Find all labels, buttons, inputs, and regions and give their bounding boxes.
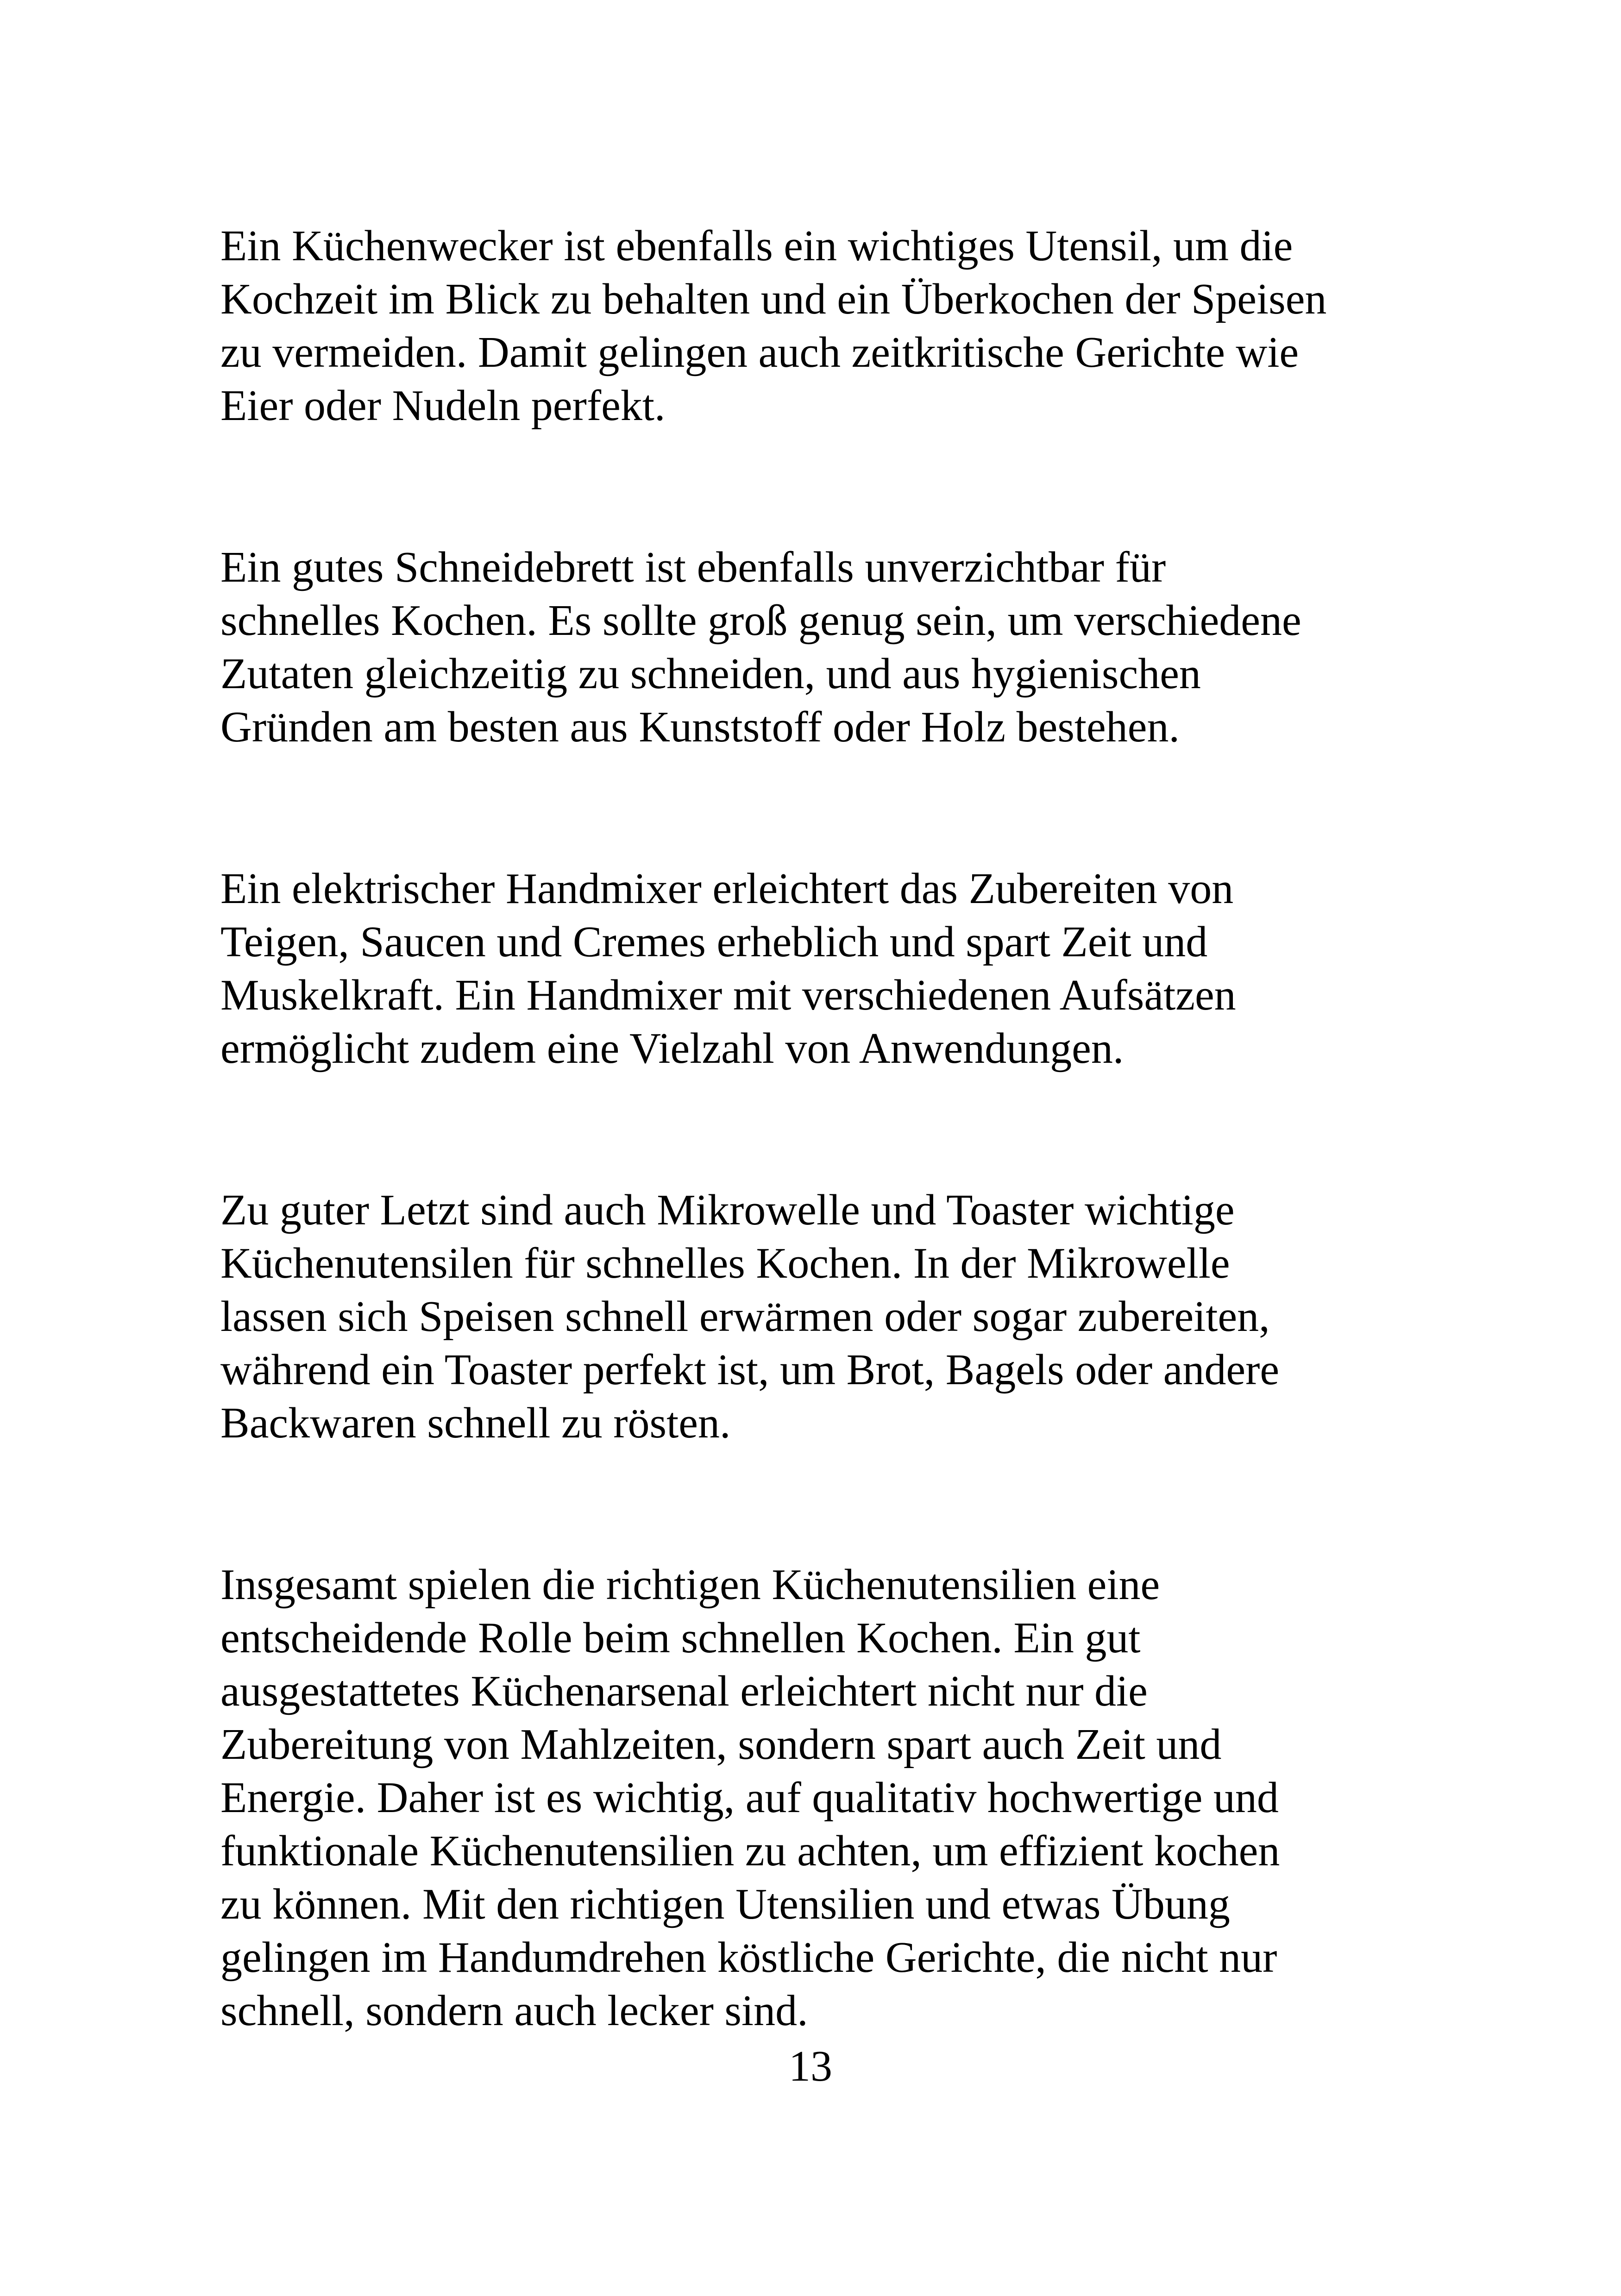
- paragraph-kuechenwecker: [220, 220, 1471, 433]
- text-line: Gründen am besten aus Kunststoff oder Holz bestehen.: [220, 703, 1180, 751]
- text-line: gelingen im Handumdrehen köstliche Gerichte, die nicht nur: [220, 1933, 1277, 1982]
- text-line: Ein gutes Schneidebrett ist ebenfalls unverzichtbar für: [220, 543, 1166, 591]
- text-line: Zutaten gleichzeitig zu schneiden, und aus hygienischen: [220, 650, 1201, 698]
- text-line: funktionale Küchenutensilien zu achten, um effizient kochen: [220, 1827, 1280, 1875]
- text-line: Teigen, Saucen und Cremes erheblich und spart Zeit und: [220, 918, 1208, 966]
- text-line: schnell, sondern auch lecker sind.: [220, 1987, 808, 2035]
- text-line: Zu guter Letzt sind auch Mikrowelle und Toaster wichtige: [220, 1186, 1235, 1234]
- text-line: Küchenutensilen für schnelles Kochen. In der Mikrowelle: [220, 1239, 1230, 1287]
- text-line: Kochzeit im Blick zu behalten und ein Überkochen der Speisen: [220, 275, 1327, 323]
- text-line: schnelles Kochen. Es sollte groß genug sein, um verschiedene: [220, 596, 1301, 645]
- paragraph-handmixer: [220, 862, 1471, 1075]
- text-line: entscheidende Rolle beim schnellen Kochen. Ein gut: [220, 1614, 1141, 1662]
- text-line: Eier oder Nudeln perfekt.: [220, 382, 666, 430]
- text-line: zu vermeiden. Damit gelingen auch zeitkritische Gerichte wie: [220, 328, 1299, 376]
- text-line: Backwaren schnell zu rösten.: [220, 1399, 731, 1447]
- paragraph-mikrowelle-toaster: [220, 1184, 1471, 1450]
- text-line: Energie. Daher ist es wichtig, auf qualitativ hochwertige und: [220, 1774, 1279, 1822]
- text-line: zu können. Mit den richtigen Utensilien und etwas Übung: [220, 1880, 1230, 1928]
- page-number: 13: [789, 2042, 832, 2090]
- text-line: Zubereitung von Mahlzeiten, sondern spart auch Zeit und: [220, 1720, 1222, 1769]
- text-line: lassen sich Speisen schnell erwärmen oder sogar zubereiten,: [220, 1292, 1270, 1341]
- text-line: während ein Toaster perfekt ist, um Brot, Bagels oder andere: [220, 1346, 1280, 1394]
- paragraph-fazit: [220, 1558, 1471, 2038]
- text-line: ausgestattetes Küchenarsenal erleichtert nicht nur die: [220, 1667, 1148, 1715]
- text-line: Insgesamt spielen die richtigen Küchenutensilien eine: [220, 1561, 1160, 1609]
- body-text: [220, 220, 1471, 2146]
- text-line: ermöglicht zudem eine Vielzahl von Anwendungen.: [220, 1024, 1124, 1073]
- text-line: Ein Küchenwecker ist ebenfalls ein wichtiges Utensil, um die: [220, 222, 1293, 270]
- paragraph-schneidebrett: [220, 541, 1471, 754]
- text-line: Muskelkraft. Ein Handmixer mit verschiedenen Aufsätzen: [220, 971, 1236, 1019]
- text-line: Ein elektrischer Handmixer erleichtert das Zubereiten von: [220, 865, 1234, 913]
